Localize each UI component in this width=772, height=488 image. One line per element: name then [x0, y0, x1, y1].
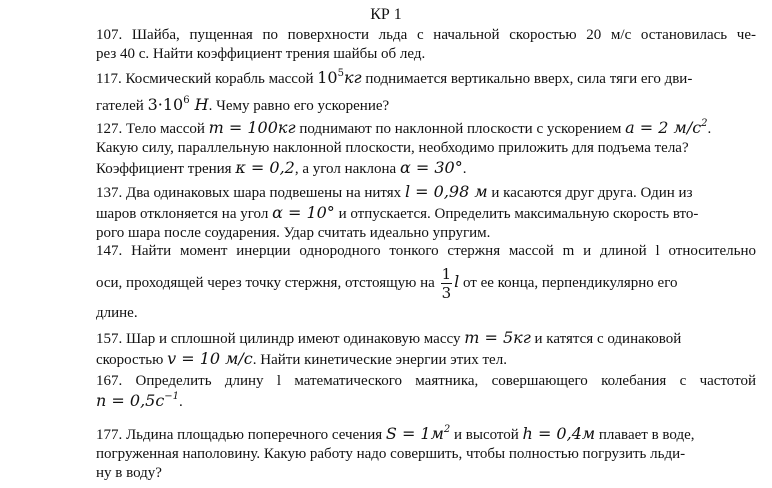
problem-167-line-2: $n = 0,5с^{-1}$.: [96, 391, 183, 410]
problem-117: [96, 68, 756, 116]
problem-157-mass-value: m = 5кг: [464, 328, 531, 347]
problem-117-mass-value: $10^5кг$: [317, 68, 362, 87]
problem-117-thrust-value: $3\cdot 10^6$ Н: [147, 95, 209, 114]
problem-157-line-1: 157. Шар и сплошной цилиндр имеют одинаковую массу m = 5кг и катятся с одинаковой: [96, 328, 682, 347]
problem-137-line-3: рого шара после соударения. Удар считать идеально упругим.: [96, 225, 491, 241]
problem-127-line-3: Коэффициент трения κ = 0,2, а угол наклона α = 30°.: [96, 158, 467, 177]
problem-117-text-a: 117. Космический корабль массой: [96, 71, 318, 87]
problem-117-line-1: [96, 68, 756, 89]
problem-147-fraction: $\frac{1}{3}$: [441, 265, 452, 302]
page-title: КР 1: [370, 6, 402, 23]
problem-137-angle-value: α = 10°: [272, 203, 335, 222]
problem-177-area-value: $S = 1м^2$: [385, 424, 451, 443]
problem-117-text-b: поднимается вертикально вверх, сила тяги его дви-: [361, 71, 693, 87]
problem-127-mass-value: m = 100кг: [208, 118, 296, 137]
problem-157-speed-value: v = 10 м/с: [167, 349, 253, 368]
problem-177-line-3: ну в воду?: [96, 465, 162, 481]
problem-147-line-3: длине.: [96, 305, 138, 321]
problem-137-line-1: 137. Два одинаковых шара подвешены на нитях l = 0,98 м и касаются друг друга. Один из: [96, 182, 693, 201]
problem-167-line-1: 167. Определить длину l математического маятника, совершающего колебания с частотой: [96, 373, 756, 389]
problem-177-line-1: 177. Льдина площадью поперечного сечения $S = 1м^2$ и высотой h = 0,4м плавает в воде,: [96, 424, 695, 443]
problem-137: [96, 182, 756, 243]
problem-127-angle-value: α = 30°: [399, 158, 463, 177]
problem-127-line-2: Какую силу, параллельную наклонной плоскости, необходимо приложить для подъема тела?: [96, 140, 689, 156]
problem-107: [96, 26, 756, 64]
problem-157-line-2: скоростью v = 10 м/с. Найти кинетические энергии этих тел.: [96, 349, 507, 368]
problem-147-fraction-var: l: [454, 271, 460, 291]
problem-147-line-2: оси, проходящей через точку стержня, отстоящую на $\frac{1}{3}$ l от ее конца, перпендикулярно его: [96, 265, 678, 302]
problem-127-accel-value: a = 2 $м/с^2$: [625, 118, 708, 137]
problem-127: [96, 118, 756, 179]
problem-127-line-1: 127. Тело массой m = 100кг поднимают по наклонной плоскости с ускорением a = 2 $м/с^2$.: [96, 118, 712, 137]
problem-157: [96, 328, 756, 370]
problem-127-friction-value: κ = 0,2: [235, 158, 295, 177]
problem-137-length-value: l = 0,98 м: [404, 182, 488, 201]
problem-167-frequency-value: $n = 0,5с^{-1}$: [96, 391, 180, 410]
problem-107-line-2: рез 40 с. Найти коэффициент трения шайбы об лед.: [96, 46, 426, 62]
problem-147-line-1: 147. Найти момент инерции однородного тонкого стержня массой m и длиной l относительно: [96, 243, 756, 259]
problem-117-line-2: гателей $3\cdot 10^6$ Н. Чему равно его ускорение?: [96, 95, 390, 114]
problem-107-line-1: 107. Шайба, пущенная по поверхности льда с начальной скоростью 20 м/с остановилась че-: [96, 27, 756, 43]
problem-177-line-2: погруженная наполовину. Какую работу надо совершить, чтобы полностью погрузить льди-: [96, 446, 686, 462]
problem-177-height-value: h = 0,4м: [522, 424, 596, 443]
problem-177: [96, 424, 756, 483]
problem-167: [96, 372, 756, 412]
problem-137-line-2: шаров отклоняется на угол α = 10° и отпускается. Определить максимальную скорость вто-: [96, 203, 699, 222]
problem-147: [96, 242, 756, 323]
